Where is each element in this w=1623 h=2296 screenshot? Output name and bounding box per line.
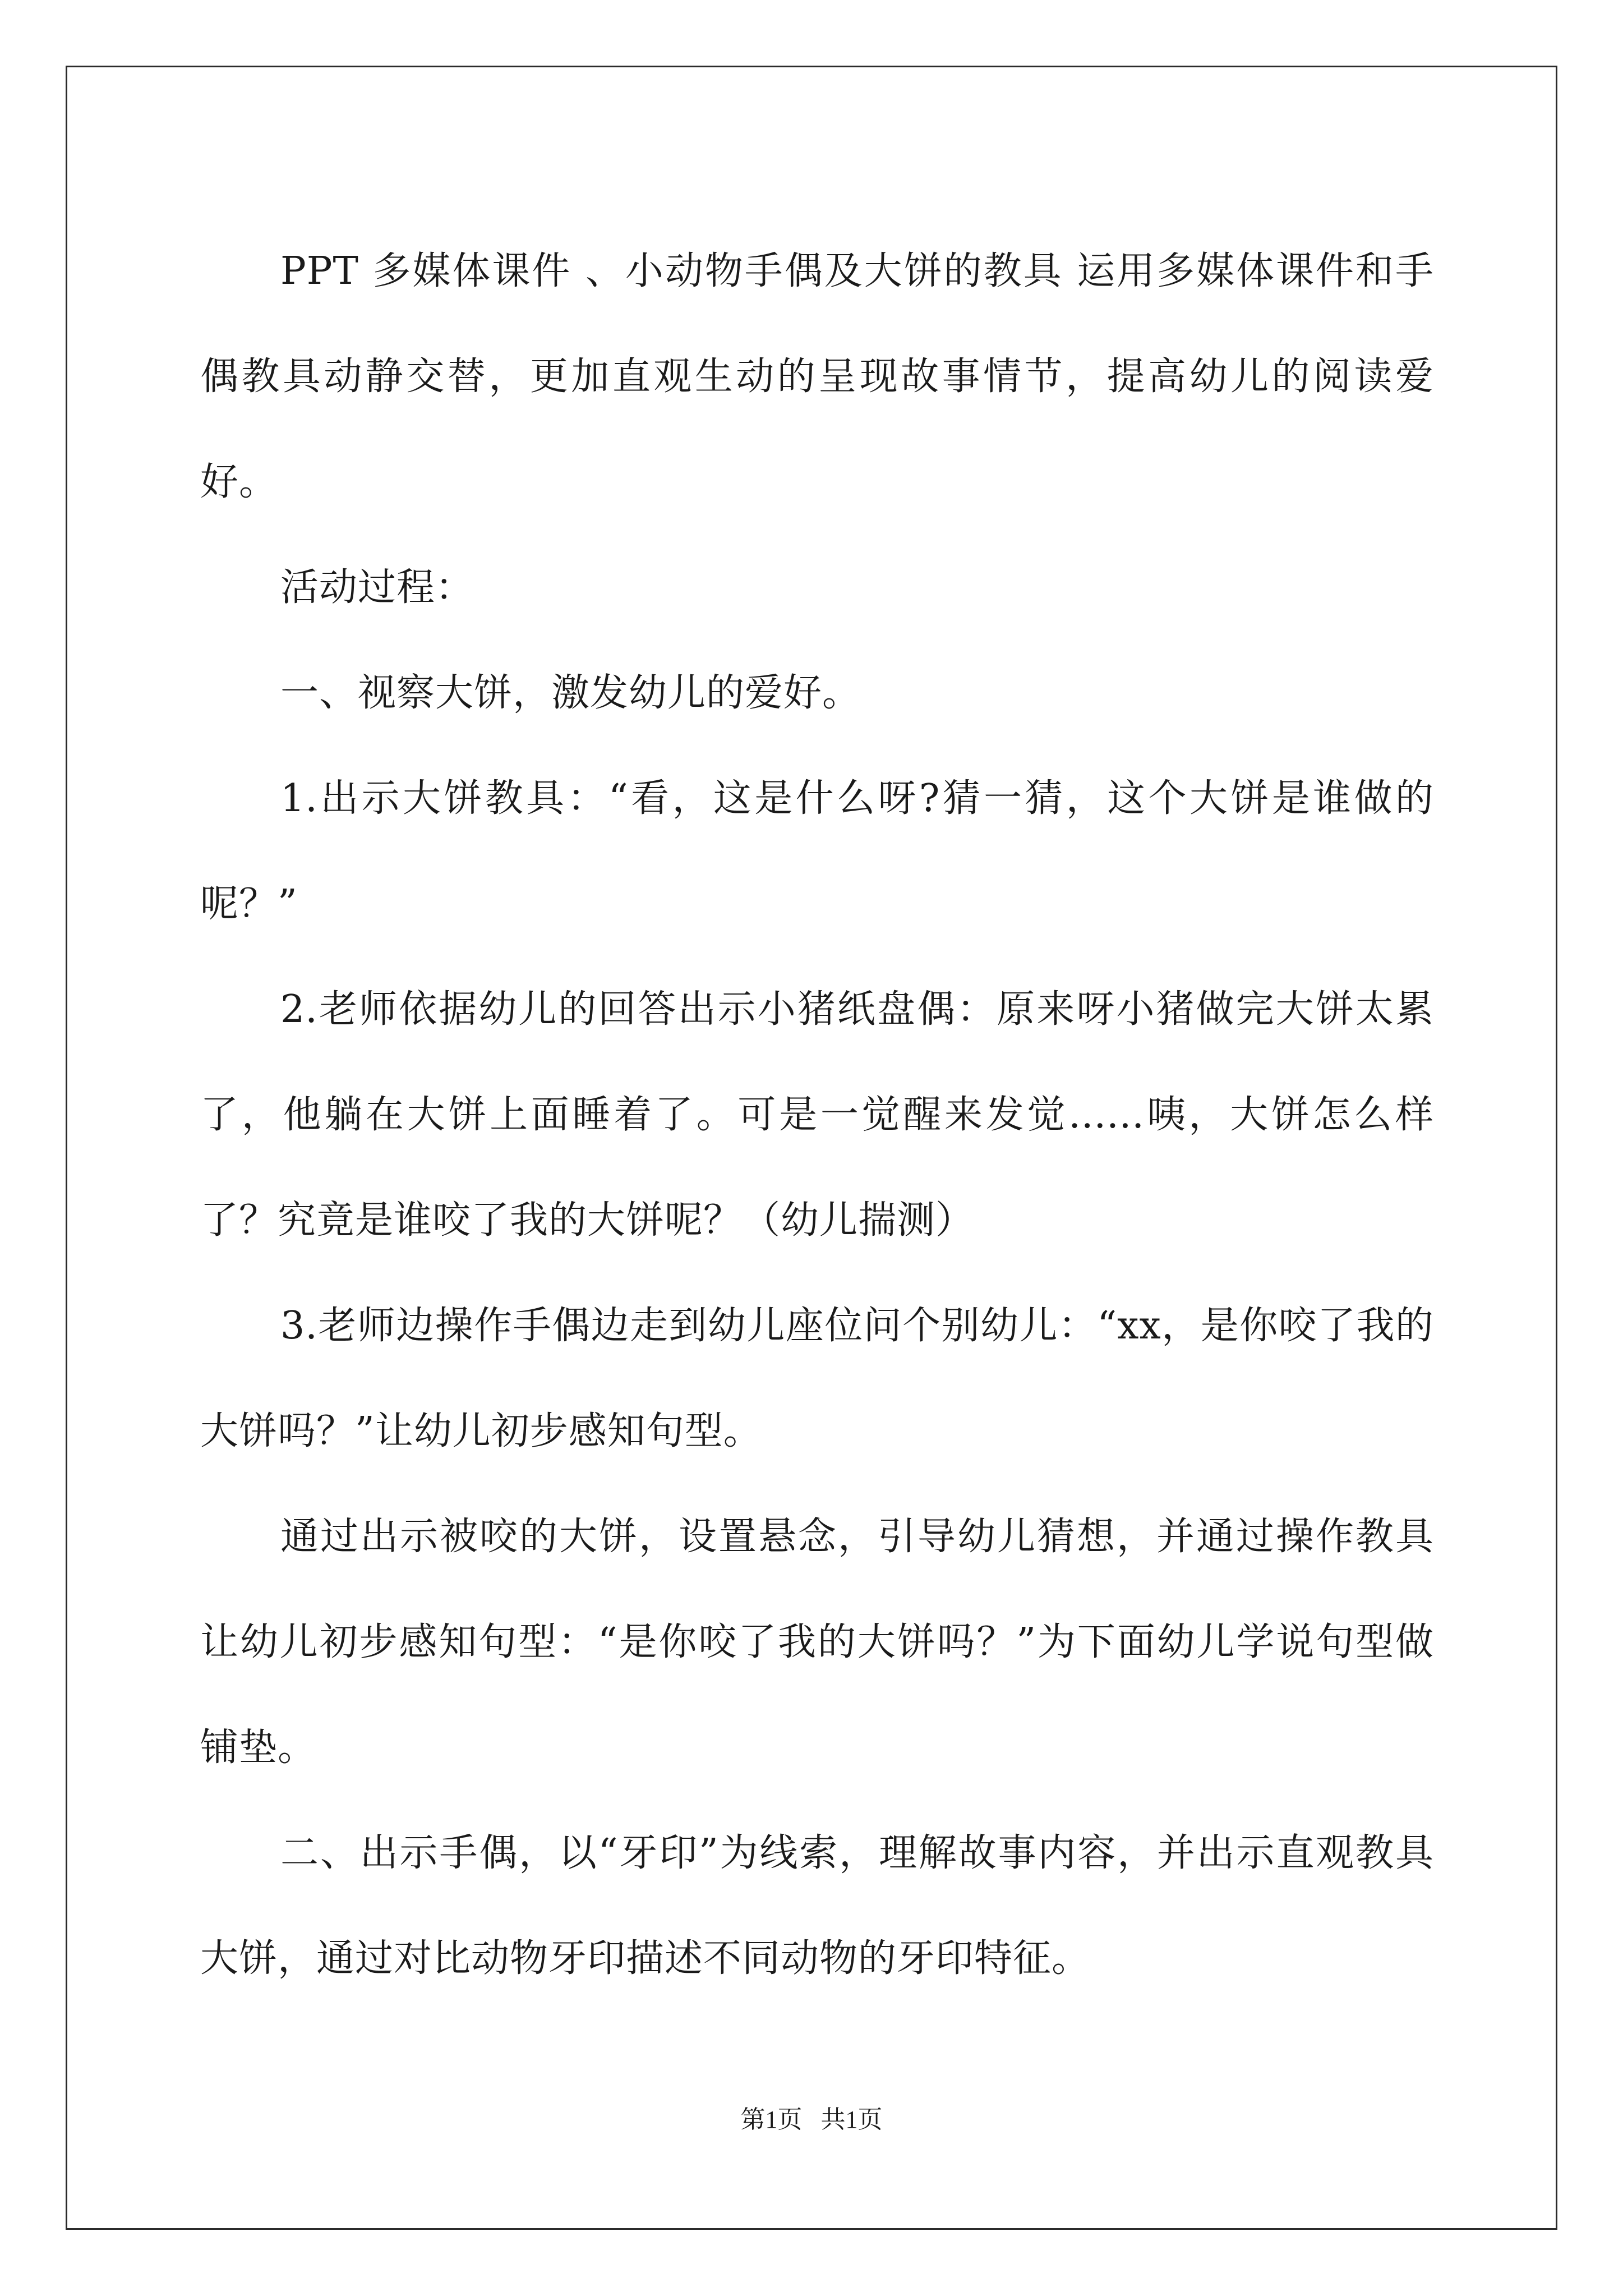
paragraph-section-one-heading: 一、视察大饼，激发幼儿的爱好。 <box>280 671 861 715</box>
paragraph-step-1: 1.出示大饼教具：“看，这是什么呀?猜一猜，这个大饼是谁做的呢？” <box>200 776 1434 926</box>
document-body <box>200 219 1434 2012</box>
paragraph-section-two-heading: 二、出示手偶，以“牙印”为线索，理解故事内容，并出示直观教具大饼，通过对比动物牙印描述不同动物的牙印特征。 <box>200 1831 1434 1981</box>
paragraph-design-note: 通过出示被咬的大饼，设置悬念，引导幼儿猜想，并通过操作教具让幼儿初步感知句型：“是你咬了我的大饼吗？”为下面幼儿学说句型做铺垫。 <box>200 1515 1434 1770</box>
paragraph-step-3: 3.老师边操作手偶边走到幼儿座位问个别幼儿：“xx，是你咬了我的大饼吗？”让幼儿初步感知句型。 <box>200 1304 1434 1453</box>
paragraph-activity-process-heading: 活动过程： <box>280 565 474 610</box>
page-number-footer: 第1页 共1页 <box>740 2106 883 2133</box>
paragraph-materials: PPT 多媒体课件 、小动物手偶及大饼的教具 运用多媒体课件和手偶教具动静交替，更加直观生动的呈现故事情节，提高幼儿的阅读爱好。 <box>200 249 1434 504</box>
paragraph-step-2: 2.老师依据幼儿的回答出示小猪纸盘偶：原来呀小猪做完大饼太累了，他躺在大饼上面睡着了。可是一觉醒来发觉......咦，大饼怎么样了？究竟是谁咬了我的大饼呢？（幼儿揣测） <box>200 987 1434 1243</box>
